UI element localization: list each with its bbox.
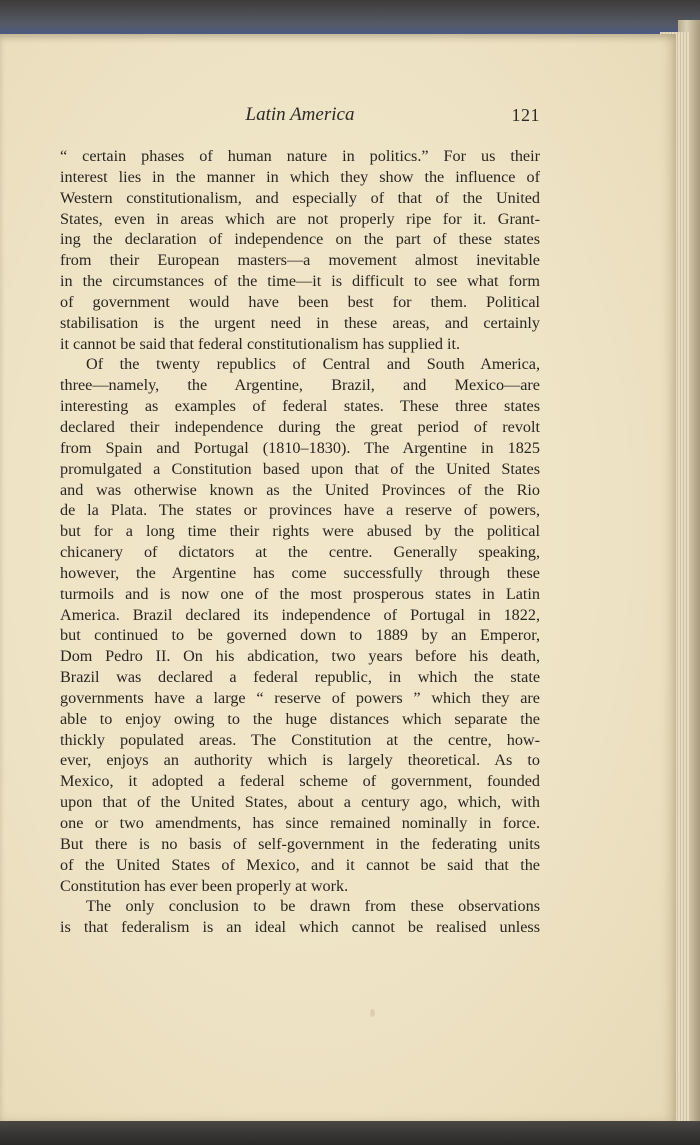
text-line: Brazil was declared a federal republic, in which the state <box>60 668 540 687</box>
text-line: is that federalism is an ideal which cannot be realised unless <box>60 918 540 937</box>
text-line: Dom Pedro II. On his abdication, two years before his death, <box>60 647 540 666</box>
text-line: but for a long time their rights were abused by the political <box>60 522 540 541</box>
text-line: but continued to be governed down to 1889 by an Emperor, <box>60 626 540 645</box>
page-number: 121 <box>511 105 540 125</box>
text-line: and was otherwise known as the United Provinces of the Rio <box>60 480 540 499</box>
text-line: “ certain phases of human nature in politics.” For us their <box>60 147 540 165</box>
text-line: Western constitutionalism, and especially of that of the United <box>60 188 540 207</box>
text-line: chicanery of dictators at the centre. Generally speaking, <box>60 543 540 562</box>
text-line: interest lies in the manner in which they show the influence of <box>60 167 540 186</box>
text-line: Mexico, it adopted a federal scheme of government, founded <box>60 772 540 791</box>
text-line: promulgated a Constitution based upon that of the United States <box>60 459 540 478</box>
text-line: interesting as examples of federal states. These three states <box>60 397 540 416</box>
text-line: de la Plata. The states or provinces have a reserve of powers, <box>60 501 540 520</box>
running-title: Latin America <box>245 104 355 125</box>
paragraph <box>60 896 540 938</box>
text-line: able to enjoy owing to the huge distances which separate the <box>60 709 540 728</box>
text-line: The only conclusion to be drawn from these observations <box>86 897 540 916</box>
text-line: thickly populated areas. The Constitution at the centre, how- <box>60 730 540 749</box>
text-line: three—namely, the Argentine, Brazil, and Mexico—are <box>60 376 540 395</box>
text-line: upon that of the United States, about a century ago, which, with <box>60 793 540 812</box>
text-line: however, the Argentine has come successfully through these <box>60 563 540 582</box>
text-line: States, even in areas which are not properly ripe for it. Grant- <box>60 209 540 228</box>
text-line: Of the twenty republics of Central and South America, <box>86 355 540 374</box>
text-line: But there is no basis of self-government in the federating units <box>60 834 540 853</box>
text-line: governments have a large “ reserve of powers ” which they are <box>60 688 540 707</box>
text-line: turmoils and is now one of the most prosperous states in Latin <box>60 584 540 603</box>
text-line: declared their independence during the great period of revolt <box>60 417 540 436</box>
running-header <box>60 104 540 130</box>
text-line: one or two amendments, has since remained nominally in force. <box>60 814 540 832</box>
text-line: from their European masters—a movement almost inevitable <box>60 251 540 270</box>
text-line: in the circumstances of the time—it is difficult to see what form <box>60 272 540 291</box>
text-line: of government would have been best for them. Political <box>60 292 540 311</box>
text-line: America. Brazil declared its independence of Portugal in 1822, <box>60 605 540 624</box>
paper-foxing-mark <box>370 1009 375 1017</box>
text-line: from Spain and Portugal (1810–1830). The Argentine in 1825 <box>60 438 540 457</box>
paragraph <box>60 146 540 354</box>
text-line: stabilisation is the urgent need in these areas, and certainly <box>60 313 540 332</box>
text-line: it cannot be said that federal constitutionalism has supplied it. <box>60 334 461 353</box>
paragraph <box>60 354 540 896</box>
book-cover-bottom-edge <box>0 1121 700 1145</box>
text-line: ever, enjoys an authority which is largely theoretical. As to <box>60 751 540 770</box>
body-text <box>60 146 540 938</box>
text-line: ing the declaration of independence on the part of these states <box>60 230 540 249</box>
text-line: of the United States of Mexico, and it cannot be said that the <box>60 855 540 874</box>
text-line: Constitution has ever been properly at work. <box>60 876 349 895</box>
